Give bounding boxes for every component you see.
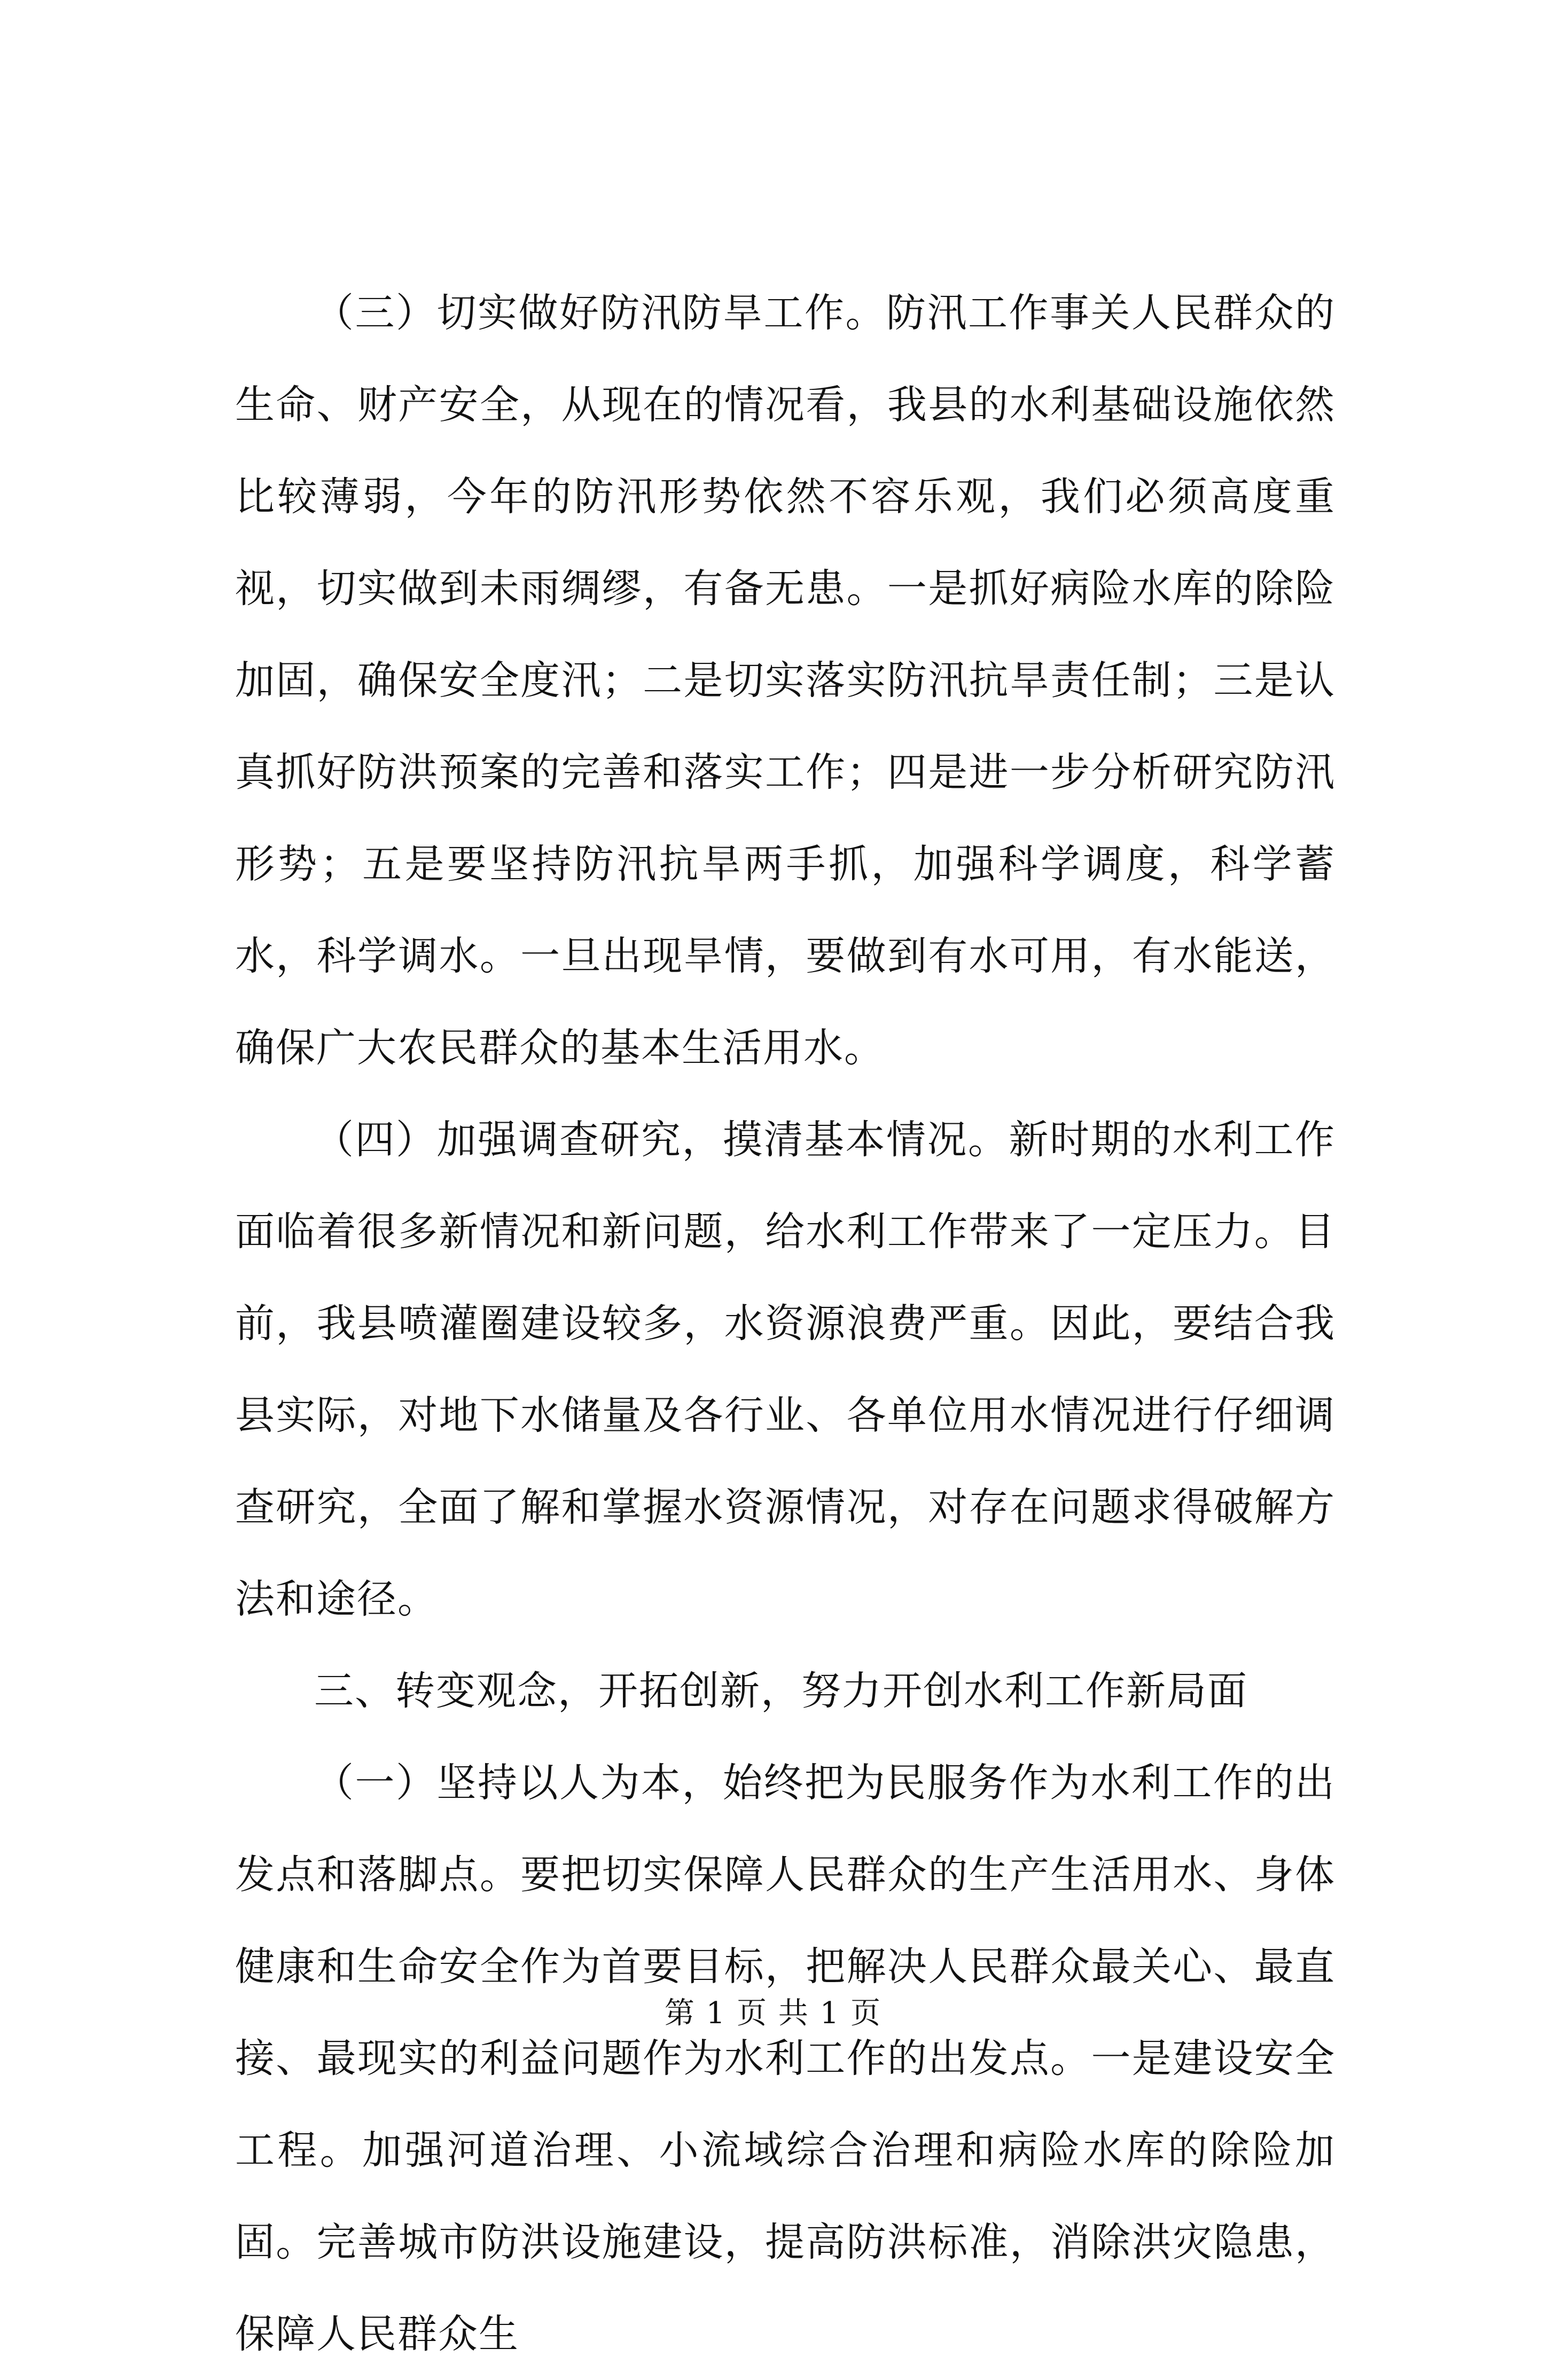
- document-body: [235, 267, 1336, 2380]
- paragraph-investigation: （四）加强调查研究，摸清基本情况。新时期的水利工作面临着很多新情况和新问题，给水利工作带来了一定压力。目前，我县喷灌圈建设较多，水资源浪费严重。因此，要结合我县实际，对地下水储量及各行业、各单位用水情况进行仔细调查研究，全面了解和掌握水资源情况，对存在问题求得破解方法和途径。: [235, 1117, 1336, 1622]
- paragraph-people-oriented: （一）坚持以人为本，始终把为民服务作为水利工作的出发点和落脚点。要把切实保障人民群众的生产生活用水、身体健康和生命安全作为首要目标，把解决人民群众最关心、最直接、最现实的利益问题作为水利工作的出发点。一是建设安全工程。加强河道治理、小流域综合治理和病险水库的除险加固。完善城市防洪设施建设，提高防洪标准，消除洪灾隐患，保障人民群众生: [235, 1760, 1336, 2357]
- paragraph-flood-drought: （三）切实做好防汛防旱工作。防汛工作事关人民群众的生命、财产安全，从现在的情况看，我县的水利基础设施依然比较薄弱，今年的防汛形势依然不容乐观，我们必须高度重视，切实做到未雨绸缪，有备无患。一是抓好病险水库的除险加固，确保安全度汛；二是切实落实防汛抗旱责任制；三是认真抓好防洪预案的完善和落实工作；四是进一步分析研究防汛形势；五是要坚持防汛抗旱两手抓，加强科学调度，科学蓄水，科学调水。一旦出现旱情，要做到有水可用，有水能送，确保广大农民群众的基本生活用水。: [235, 290, 1336, 1071]
- section-heading: 三、转变观念，开拓创新，努力开创水利工作新局面: [314, 1668, 1248, 1714]
- page-number-footer: 第 1 页 共 1 页: [664, 1996, 882, 2031]
